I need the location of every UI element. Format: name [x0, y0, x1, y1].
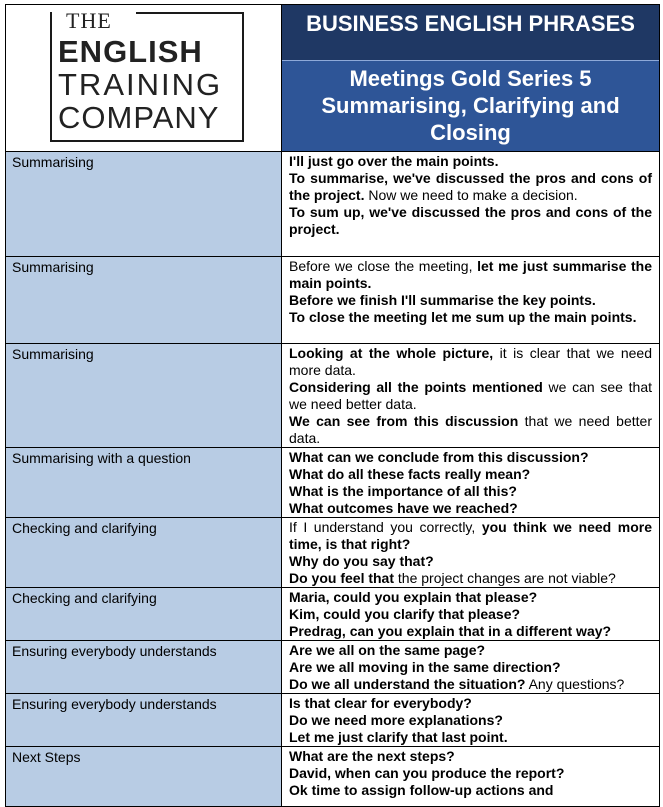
category-label: Checking and clarifying	[12, 590, 157, 606]
table-row	[6, 588, 660, 641]
phrase-bold: Considering all the points mentioned	[289, 379, 543, 395]
category-cell	[6, 747, 282, 807]
phrases-cell	[282, 257, 660, 344]
phrase-bold: To summarise, we've discussed the pros and cons of the project.	[289, 170, 652, 203]
category-label: Summarising	[12, 346, 94, 362]
phrase-line	[289, 292, 652, 309]
phrase-bold: What is the importance of all this?	[289, 483, 517, 499]
category-label: Summarising	[12, 154, 94, 170]
phrase-bold: David, when can you produce the report?	[289, 765, 565, 781]
phrase-bold: let me just summarise the main points.	[289, 258, 652, 291]
phrase-line	[289, 782, 652, 799]
phrase-bold: Predrag, can you explain that in a different way?	[289, 623, 612, 639]
category-label: Summarising with a question	[12, 450, 191, 466]
logo-company: COMPANY	[58, 100, 220, 135]
category-label: Checking and clarifying	[12, 520, 157, 536]
phrase-line	[289, 500, 652, 517]
phrase-line	[289, 729, 652, 746]
phrase-line	[289, 379, 652, 413]
phrase-bold: Why do you say that?	[289, 553, 434, 569]
category-label: Next Steps	[12, 749, 81, 765]
table-row	[6, 641, 660, 694]
category-cell	[6, 694, 282, 747]
phrase-line	[289, 748, 652, 765]
page-title: BUSINESS ENGLISH PHRASES	[282, 5, 659, 61]
phrase-line	[289, 345, 652, 379]
phrase-line	[289, 570, 652, 587]
phrase-text: Any questions?	[525, 676, 625, 692]
phrase-line	[289, 258, 652, 292]
phrase-line	[289, 642, 652, 659]
phrase-line	[289, 606, 652, 623]
phrase-line	[289, 519, 652, 553]
phrase-sheet	[5, 4, 659, 807]
phrase-line	[289, 659, 652, 676]
category-cell	[6, 641, 282, 694]
phrase-text: Now we need to make a decision.	[364, 187, 578, 203]
category-cell	[6, 152, 282, 257]
phrase-bold: Before we finish I'll summarise the key points.	[289, 292, 596, 308]
phrase-text: the project changes are not viable?	[394, 570, 616, 586]
subtitle-line-3: Closing	[430, 120, 511, 145]
phrase-line	[289, 204, 652, 238]
logo-training: TRAINING	[58, 67, 223, 102]
phrase-line	[289, 765, 652, 782]
table-row	[6, 344, 660, 448]
phrase-bold: Ok time to assign follow-up actions and	[289, 782, 554, 798]
page-subtitle	[282, 61, 659, 151]
phrase-bold: To sum up, we've discussed the pros and cons of the project.	[289, 204, 652, 237]
table-row	[6, 747, 660, 807]
phrase-text: If I understand you correctly,	[289, 519, 482, 535]
category-cell	[6, 448, 282, 518]
category-label: Ensuring everybody understands	[12, 643, 217, 659]
phrase-text: it is clear that we need more data.	[289, 345, 653, 378]
table-row	[6, 257, 660, 344]
phrase-bold: What do all these facts really mean?	[289, 466, 531, 482]
phrase-line	[289, 676, 652, 693]
phrase-line	[289, 589, 652, 606]
category-cell	[6, 344, 282, 448]
logo-english: ENGLISH	[58, 34, 203, 69]
phrase-text: Before we close the meeting,	[289, 258, 478, 274]
phrase-bold: I'll just go over the main points.	[289, 153, 499, 169]
phrase-line	[289, 695, 652, 712]
phrases-cell	[282, 344, 660, 448]
phrases-cell	[282, 747, 660, 807]
table-row	[6, 694, 660, 747]
phrase-bold: you think we need more time, is that right?	[289, 519, 652, 552]
phrase-line	[289, 309, 652, 326]
phrase-line	[289, 413, 652, 447]
table-row	[6, 448, 660, 518]
phrase-bold: Is that clear for everybody?	[289, 695, 472, 711]
phrase-bold: Do we need more explanations?	[289, 712, 503, 728]
phrase-bold: Let me just clarify that last point.	[289, 729, 508, 745]
phrase-line	[289, 449, 652, 466]
phrase-line	[289, 553, 652, 570]
phrase-bold: We can see from this discussion	[289, 413, 519, 429]
phrase-bold: Do you feel that	[289, 570, 395, 586]
phrase-line	[289, 623, 652, 640]
subtitle-line-1: Meetings Gold Series 5	[349, 66, 592, 91]
phrase-line	[289, 466, 652, 483]
header-row	[6, 5, 660, 152]
phrase-bold: Maria, could you explain that please?	[289, 589, 538, 605]
phrase-bold: What outcomes have we reached?	[289, 500, 518, 516]
category-cell	[6, 588, 282, 641]
logo-the: THE	[62, 8, 116, 34]
category-cell	[6, 518, 282, 588]
phrases-cell	[282, 588, 660, 641]
table-row	[6, 518, 660, 588]
phrase-bold: Do we all understand the situation?	[289, 676, 526, 692]
company-logo	[50, 8, 244, 142]
category-cell	[6, 257, 282, 344]
phrase-bold: What are the next steps?	[289, 748, 455, 764]
phrase-table	[5, 4, 660, 807]
phrase-line	[289, 483, 652, 500]
phrase-bold: Are we all on the same page?	[289, 642, 486, 658]
phrase-line	[289, 712, 652, 729]
logo-cell	[6, 5, 282, 152]
category-label: Summarising	[12, 259, 94, 275]
phrase-line	[289, 153, 652, 170]
phrase-bold: To close the meeting let me sum up the main points.	[289, 309, 637, 325]
title-cell	[282, 5, 660, 152]
phrase-bold: Looking at the whole picture,	[289, 345, 494, 361]
phrase-bold: Are we all moving in the same direction?	[289, 659, 561, 675]
phrases-cell	[282, 641, 660, 694]
phrases-cell	[282, 448, 660, 518]
phrase-text: that we need better data.	[289, 413, 652, 446]
phrase-bold: What can we conclude from this discussion?	[289, 449, 589, 465]
phrase-bold: Kim, could you clarify that please?	[289, 606, 521, 622]
logo-frame-top	[136, 12, 242, 14]
table-row	[6, 152, 660, 257]
phrases-cell	[282, 694, 660, 747]
subtitle-line-2: Summarising, Clarifying and	[321, 93, 620, 118]
phrase-text: we can see that we need better data.	[289, 379, 652, 412]
phrases-cell	[282, 152, 660, 257]
category-label: Ensuring everybody understands	[12, 696, 217, 712]
phrases-cell	[282, 518, 660, 588]
phrase-line	[289, 170, 652, 204]
